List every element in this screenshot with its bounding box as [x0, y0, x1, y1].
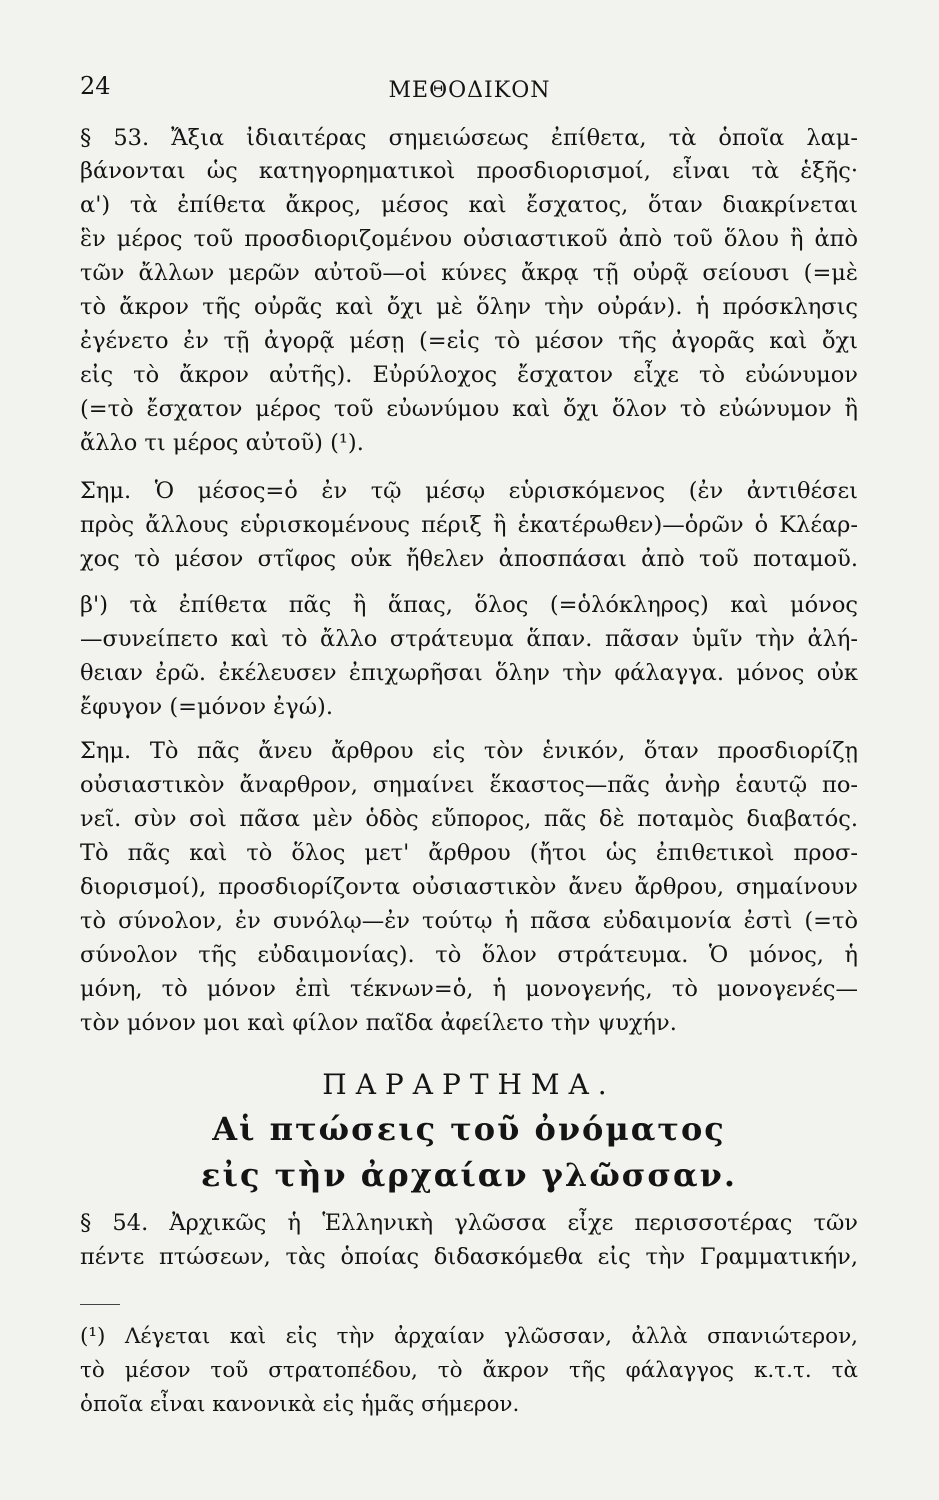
running-title: ΜΕΘΟΔΙΚΟΝ [388, 78, 551, 103]
note-line: μόνη, τὸ μόνον ἐπὶ τέκνων=ὁ, ἡ μονογενής, τὸ μονογενές— [80, 976, 858, 1002]
text-line: —συνείπετο καὶ τὸ ἄλλο στράτευμα ἅπαν. πᾶσαν ὑμῖν τὴν ἀλή- [80, 626, 858, 652]
text-line: τῶν ἄλλων μερῶν αὐτοῦ—οἱ κύνες ἄκρᾳ τῇ οὐρᾷ σείουσι (=μὲ [80, 260, 858, 286]
note-line: οὐσιαστικὸν ἄναρθρον, σημαίνει ἕκαστος—πᾶς ἀνὴρ ἑαυτῷ πο- [80, 772, 858, 798]
note-line: Σημ. Τὸ πᾶς ἄνευ ἄρθρου εἰς τὸν ἑνικόν, ὅταν προσδιορίζῃ [80, 738, 858, 764]
note-line: τὸν μόνον μοι καὶ φίλον παῖδα ἀφείλετο τὴν ψυχήν. [80, 1010, 677, 1036]
page-number: 24 [80, 72, 111, 100]
text-line: § 54. Ἀρχικῶς ἡ Ἑλληνικὴ γλῶσσα εἶχε περισσοτέρας τῶν [80, 1210, 858, 1236]
note-line: χος τὸ μέσον στῖφος οὐκ ἤθελεν ἀποσπάσαι ἀπὸ τοῦ ποταμοῦ. [80, 546, 858, 572]
text-line: εἰς τὸ ἄκρον αὐτῆς). Εὐρύλοχος ἔσχατον εἶχε τὸ εὐώνυμον [80, 362, 858, 388]
note-line: σύνολον τῆς εὐδαιμονίας). τὸ ὅλον στράτευμα. Ὁ μόνος, ἡ [80, 942, 858, 968]
text-line: ἐγένετο ἐν τῇ ἀγορᾷ μέσῃ (=εἰς τὸ μέσον τῆς ἀγορᾶς καὶ ὄχι [80, 328, 858, 354]
text-line: β') τὰ ἐπίθετα πᾶς ἢ ἅπας, ὅλος (=ὁλόκληρος) καὶ μόνος [80, 592, 858, 618]
note-line: διορισμοί), προσδιορίζοντα οὐσιαστικὸν ἄνευ ἄρθρου, σημαίνουν [80, 874, 858, 900]
text-line: (=τὸ ἔσχατον μέρος τοῦ εὐωνύμου καὶ ὄχι ὅλον τὸ εὐώνυμον ἢ [80, 396, 858, 422]
note-line: τὸ σύνολον, ἐν συνόλῳ—ἐν τούτῳ ἡ πᾶσα εὐδαιμονία ἐστὶ (=τὸ [80, 908, 858, 934]
note-line: νεῖ. σὺν σοὶ πᾶσα μὲν ὁδὸς εὔπορος, πᾶς δὲ ποταμὸς διαβατός. [80, 806, 858, 832]
note-line: Τὸ πᾶς καὶ τὸ ὅλος μετ' ἄρθρου (ἤτοι ὡς ἐπιθετικοὶ προσ- [80, 840, 858, 866]
text-line: ἄλλο τι μέρος αὐτοῦ) (¹). [80, 430, 364, 456]
footnote-line: ὁποῖα εἶναι κανονικὰ εἰς ἡμᾶς σήμερον. [80, 1392, 520, 1417]
text-line: α') τὰ ἐπίθετα ἄκρος, μέσος καὶ ἔσχατος, ὅταν διακρίνεται [80, 192, 858, 218]
footnote-rule [80, 1304, 120, 1305]
text-line: § 53. Ἄξια ἰδιαιτέρας σημειώσεως ἐπίθετα, τὰ ὁποῖα λαμ- [80, 125, 858, 151]
text-line: ἓν μέρος τοῦ προσδιοριζομένου οὐσιαστικοῦ ἀπὸ τοῦ ὅλου ἢ ἀπὸ [80, 226, 858, 252]
note-line: Σημ. Ὁ μέσος=ὁ ἐν τῷ μέσῳ εὑρισκόμενος (ἐν ἀντιθέσει [80, 478, 858, 504]
footnote-line: (¹) Λέγεται καὶ εἰς τὴν ἀρχαίαν γλῶσσαν, ἀλλὰ σπανιώτερον, [80, 1324, 858, 1349]
page-header [80, 72, 859, 112]
text-line: ἔφυγον (=μόνον ἐγώ). [80, 694, 333, 720]
appendix-subtitle: Αἱ πτώσεις τοῦ ὀνόματος [212, 1110, 726, 1148]
appendix-heading: ΠΑΡΑΡΤΗΜΑ. [322, 1068, 616, 1101]
text-line: τὸ ἄκρον τῆς οὐρᾶς καὶ ὄχι μὲ ὅλην τὴν οὐράν). ἡ πρόσκλησις [80, 294, 858, 320]
text-line: βάνονται ὡς κατηγορηματικοὶ προσδιορισμοί, εἶναι τὰ ἑξῆς· [80, 158, 858, 184]
text-line: θειαν ἐρῶ. ἐκέλευσεν ἐπιχωρῆσαι ὅλην τὴν φάλαγγα. μόνος οὐκ [80, 660, 858, 686]
footnote-line: τὸ μέσον τοῦ στρατοπέδου, τὸ ἄκρον τῆς φάλαγγος κ.τ.τ. τὰ [80, 1358, 858, 1383]
text-line: πέντε πτώσεων, τὰς ὁποίας διδασκόμεθα εἰς τὴν Γραμματικήν, [80, 1244, 858, 1270]
note-line: πρὸς ἄλλους εὑρισκομένους πέριξ ἢ ἑκατέρωθεν)—ὁρῶν ὁ Κλέαρ- [80, 512, 858, 538]
appendix-subtitle: εἰς τὴν ἀρχαίαν γλῶσσαν. [201, 1156, 737, 1194]
